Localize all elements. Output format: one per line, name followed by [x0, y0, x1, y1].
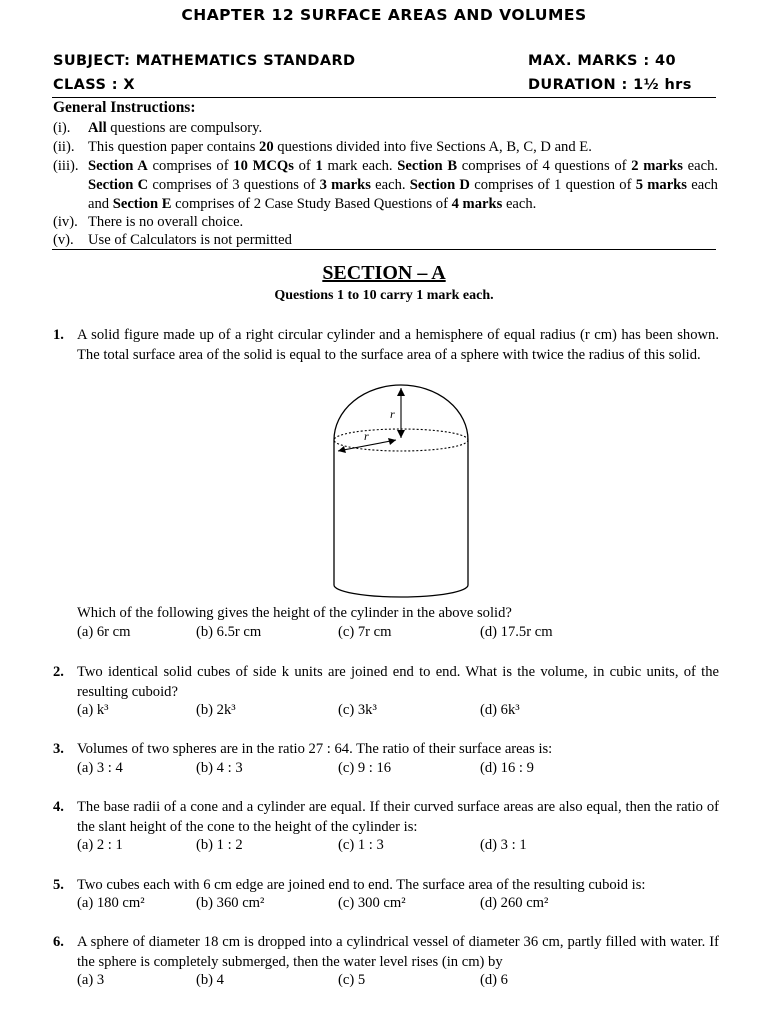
option-b[interactable]: (b) 360 cm² — [196, 895, 265, 911]
instruction-emphasis: Section C — [88, 177, 149, 193]
instruction-emphasis: All — [88, 120, 107, 136]
question-1-followup — [77, 604, 717, 624]
instruction-emphasis: 1 — [315, 158, 323, 174]
option-a[interactable]: (a) 180 cm² — [77, 895, 145, 911]
question-number: 4. — [53, 799, 64, 815]
question-5-options — [77, 895, 717, 915]
instruction-emphasis: Section B — [397, 158, 458, 174]
option-b[interactable]: (b) 4 : 3 — [196, 760, 243, 776]
option-d[interactable]: (d) 17.5r cm — [480, 624, 553, 640]
cylinder-hemisphere-figure — [326, 380, 476, 600]
height-arrowhead — [397, 388, 405, 396]
instruction-number: (iii). — [53, 158, 79, 174]
question-3-options — [77, 760, 717, 780]
option-a[interactable]: (a) 2 : 1 — [77, 837, 123, 853]
height-arrowtail — [397, 430, 405, 438]
header-divider — [52, 97, 716, 98]
instruction-text: All questions are compulsory. — [88, 120, 263, 136]
instructions-title: General Instructions: — [53, 99, 196, 116]
instruction-emphasis: 2 marks — [631, 158, 683, 174]
duration-label: DURATION : 1½ hrs — [528, 77, 692, 93]
option-d[interactable]: (d) 6k³ — [480, 702, 520, 718]
option-c[interactable]: (c) 300 cm² — [338, 895, 406, 911]
option-d[interactable]: (d) 260 cm² — [480, 895, 549, 911]
section-subheading: Questions 1 to 10 carry 1 mark each. — [274, 288, 494, 303]
option-a[interactable]: (a) 6r cm — [77, 624, 131, 640]
question-number: 5. — [53, 877, 64, 893]
option-b[interactable]: (b) 1 : 2 — [196, 837, 243, 853]
instruction-emphasis: 3 marks — [319, 177, 371, 193]
instruction-number: (ii). — [53, 139, 75, 155]
option-c[interactable]: (c) 9 : 16 — [338, 760, 392, 776]
instruction-text: This question paper contains 20 questions divided into five Sections A, B, C, D and E. — [88, 139, 592, 155]
option-c[interactable]: (c) 5 — [338, 972, 366, 988]
question-number: 1. — [53, 327, 64, 343]
question-text: Volumes of two spheres are in the ratio 27 : 64. The ratio of their surface areas is: — [77, 741, 553, 757]
question-number: 3. — [53, 741, 64, 757]
instruction-number: (iv). — [53, 214, 78, 230]
max-marks-label: MAX. MARKS : 40 — [528, 53, 676, 69]
instruction-emphasis: 4 marks — [451, 196, 503, 212]
option-c[interactable]: (c) 7r cm — [338, 624, 392, 640]
option-d[interactable]: (d) 6 — [480, 972, 508, 988]
instruction-number: (i). — [53, 120, 71, 136]
question-text: Two cubes each with 6 cm edge are joined end to end. The surface area of the resulting cuboid is: — [77, 877, 646, 893]
option-d[interactable]: (d) 16 : 9 — [480, 760, 534, 776]
instruction-emphasis: Section A — [88, 158, 148, 174]
option-a[interactable]: (a) k³ — [77, 702, 109, 718]
radius-arrowhead — [388, 438, 396, 445]
height-label: r — [390, 407, 395, 421]
instruction-emphasis: 10 MCQs — [233, 158, 294, 174]
question-text: A solid figure made up of a right circular cylinder and a hemisphere of equal radius (r cm) has been shown. The total surface area of the solid is equal to the surface area of a sphere with twice the radius of this solid. — [77, 327, 719, 363]
class-label: CLASS : X — [53, 77, 136, 93]
question-followup-text: Which of the following gives the height of the cylinder in the above solid? — [77, 605, 512, 621]
option-c[interactable]: (c) 3k³ — [338, 702, 377, 718]
option-b[interactable]: (b) 2k³ — [196, 702, 236, 718]
question-6-options — [77, 972, 717, 992]
question-text: The base radii of a cone and a cylinder are equal. If their curved surface areas are also equal, then the ratio of the slant height of the cone to the height of the cylinder is: — [77, 799, 719, 835]
option-c[interactable]: (c) 1 : 3 — [338, 837, 384, 853]
subject-label: SUBJECT: MATHEMATICS STANDARD — [53, 53, 356, 69]
question-1-options — [77, 624, 717, 644]
option-b[interactable]: (b) 6.5r cm — [196, 624, 262, 640]
question-4-options — [77, 837, 717, 857]
instruction-emphasis: 5 marks — [635, 177, 687, 193]
question-text: Two identical solid cubes of side k units are joined end to end. What is the volume, in cubic units, of the resulting cuboid? — [77, 664, 719, 700]
question-text: A sphere of diameter 18 cm is dropped into a cylindrical vessel of diameter 36 cm, partly filled with water. If the sphere is completely submerged, then the water level rises (in cm) by — [77, 934, 719, 970]
solid-figure-svg — [326, 380, 476, 600]
instruction-text: Use of Calculators is not permitted — [88, 232, 292, 248]
instruction-number: (v). — [53, 232, 74, 248]
instruction-emphasis: Section E — [112, 196, 172, 212]
cylinder-bottom — [334, 585, 468, 597]
question-2-options — [77, 702, 717, 722]
instruction-emphasis: Section D — [409, 177, 470, 193]
option-a[interactable]: (a) 3 — [77, 972, 105, 988]
option-d[interactable]: (d) 3 : 1 — [480, 837, 527, 853]
instruction-text: There is no overall choice. — [88, 214, 244, 230]
radius-label: r — [364, 429, 369, 443]
option-b[interactable]: (b) 4 — [196, 972, 224, 988]
instructions-divider — [52, 249, 716, 250]
radius-arrowtail — [338, 446, 346, 453]
instruction-emphasis: 20 — [259, 139, 274, 155]
option-a[interactable]: (a) 3 : 4 — [77, 760, 123, 776]
question-number: 2. — [53, 664, 64, 680]
section-heading: SECTION – A — [322, 262, 446, 284]
chapter-title: CHAPTER 12 SURFACE AREAS AND VOLUMES — [181, 6, 587, 24]
instruction-text: Section A comprises of 10 MCQs of 1 mark each. Section B comprises of 4 questions of 2 marks each. Section C comprises of 3 questions of 3 marks each. Section D comprises of 1 question of 5 marks each and Section E comprises of 2 Case Study Based Questions of 4 marks each. — [88, 158, 719, 212]
question-number: 6. — [53, 934, 64, 950]
